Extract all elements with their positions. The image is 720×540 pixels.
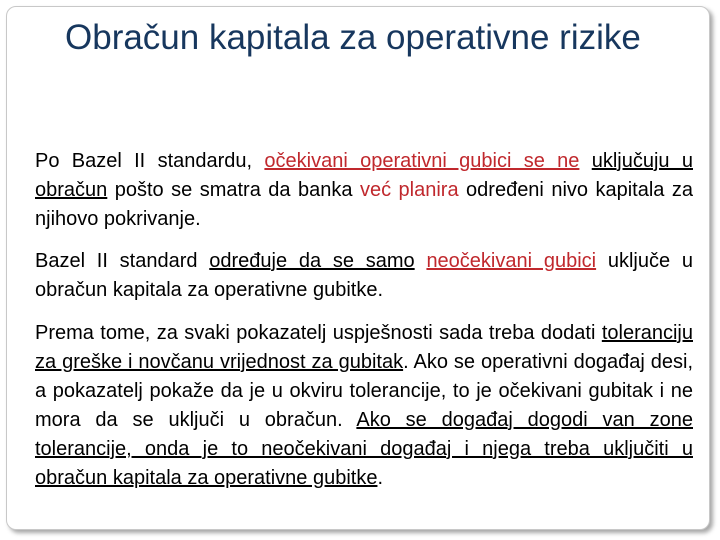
- text-run: [415, 250, 427, 272]
- text-run: .: [377, 467, 384, 489]
- paragraph-1: [35, 147, 693, 234]
- slide-title: Obračun kapitala za operativne rizike: [65, 18, 641, 57]
- underlined-text-run: toleranciju za greške i novčanu vrijednost za gubitak: [35, 322, 693, 373]
- text-run: Bazel II standard: [35, 250, 210, 272]
- text-run: Po Bazel II standardu,: [35, 150, 265, 172]
- underlined-text-run: Ako se događaj dogodi van zone tolerancije, onda je to neočekivani događaj i njega treba uključiti u obračun kapitala za operativne gubitke: [35, 409, 693, 489]
- underlined-text-run: uključuju u obračun: [35, 150, 693, 201]
- highlighted-text-run: očekivani operativni gubici se ne: [264, 150, 580, 172]
- underlined-text-run: određuje da se samo: [209, 250, 415, 272]
- text-run: pošto se smatra da banka: [107, 179, 360, 201]
- highlighted-text-run: već planira: [359, 179, 459, 201]
- text-run: . Ako se operativni događaj desi, a pokazatelj pokaže da je u okviru tolerancije, to je očekivani gubitak i ne mora da se uključi u obračun.: [35, 351, 694, 431]
- highlighted-text-run: neočekivani gubici: [426, 250, 597, 272]
- text-run: [579, 150, 591, 172]
- slide-frame: [6, 6, 710, 530]
- text-run: određeni nivo kapitala za njihovo pokrivanje.: [35, 179, 694, 230]
- paragraph-3: [35, 319, 693, 493]
- text-run: Prema tome, za svaki pokazatelj uspješnosti sada treba dodati: [35, 322, 602, 344]
- paragraph-2: [35, 247, 693, 305]
- text-run: uključe u obračun kapitala za operativne gubitke.: [35, 250, 693, 301]
